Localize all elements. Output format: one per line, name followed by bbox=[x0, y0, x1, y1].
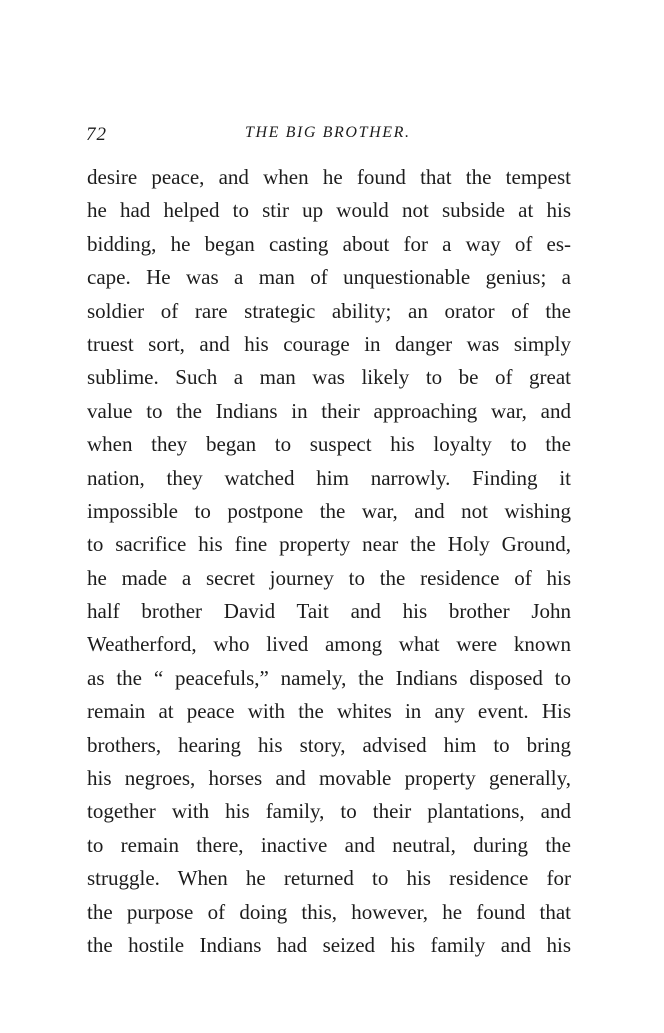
text-line: the purpose of doing this, however, he found that bbox=[87, 899, 571, 924]
text-line: he had helped to stir up would not subside at his bbox=[87, 198, 571, 223]
text-line: he made a secret journey to the residence of his bbox=[87, 565, 571, 590]
text-line: bidding, he began casting about for a way of es- bbox=[87, 231, 571, 256]
text-line: as the “ peacefuls,” namely, the Indians disposed to bbox=[87, 665, 571, 690]
text-line: brothers, hearing his story, advised him to bring bbox=[87, 732, 571, 757]
text-line: cape. He was a man of unquestionable genius; a bbox=[87, 265, 571, 290]
page-number: 72 bbox=[86, 124, 107, 145]
text-line: value to the Indians in their approaching war, and bbox=[87, 398, 571, 423]
text-line: struggle. When he returned to his residence for bbox=[87, 866, 571, 891]
text-line: together with his family, to their plantations, and bbox=[87, 799, 571, 824]
text-line: to sacrifice his fine property near the Holy Ground, bbox=[87, 532, 571, 557]
text-line: nation, they watched him narrowly. Finding it bbox=[87, 465, 571, 490]
text-line: sublime. Such a man was likely to be of great bbox=[87, 365, 571, 390]
text-line: impossible to postpone the war, and not wishing bbox=[87, 498, 571, 523]
text-line: his negroes, horses and movable property generally, bbox=[87, 766, 571, 791]
text-line: Weatherford, who lived among what were known bbox=[87, 632, 571, 657]
text-line: when they began to suspect his loyalty to the bbox=[87, 432, 571, 457]
text-line: the hostile Indians had seized his family and his bbox=[87, 932, 571, 957]
text-line: desire peace, and when he found that the tempest bbox=[87, 165, 571, 189]
text-line: soldier of rare strategic ability; an orator of the bbox=[87, 298, 571, 323]
running-head: THE BIG BROTHER. bbox=[245, 124, 411, 141]
body-text bbox=[87, 161, 571, 962]
text-line: to remain there, inactive and neutral, during the bbox=[87, 832, 571, 857]
text-line: truest sort, and his courage in danger was simply bbox=[87, 331, 571, 356]
text-line: remain at peace with the whites in any event. His bbox=[87, 699, 571, 724]
text-line: half brother David Tait and his brother John bbox=[87, 599, 571, 624]
